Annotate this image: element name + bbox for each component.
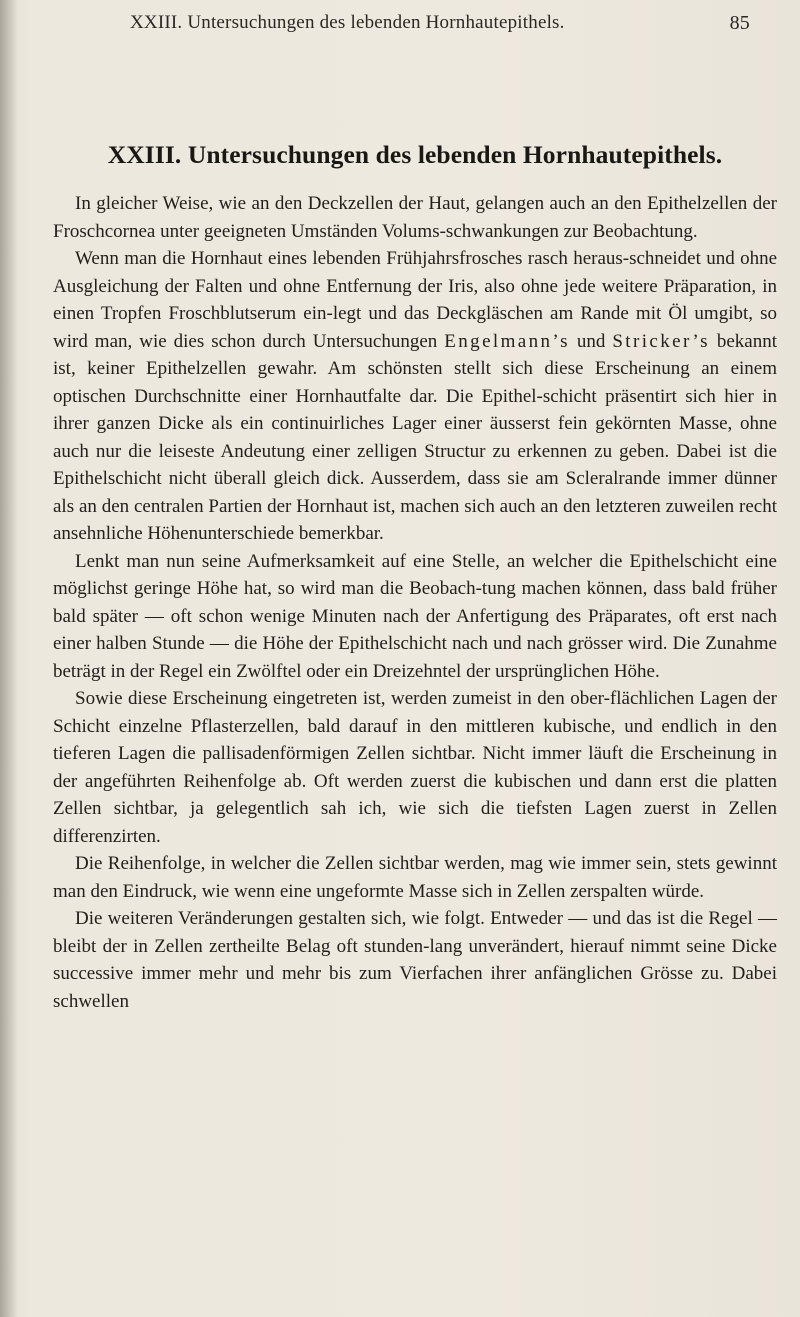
body-text	[53, 190, 777, 1015]
chapter-title: XXIII. Untersuchungen des lebenden Hornhautepithels.	[107, 140, 723, 169]
paragraph	[53, 245, 777, 548]
running-head-title: XXIII. Untersuchungen des lebenden Hornhautepithels.	[130, 12, 565, 33]
paragraph	[53, 190, 777, 245]
author-name: Engelmann’s	[444, 330, 570, 352]
paragraph-text: Die Reihenfolge, in welcher die Zellen sichtbar werden, mag wie immer sein, stets gewinnt man den Eindruck, wie wenn eine ungeformte Masse sich in Zellen zerspalten würde.	[53, 853, 777, 902]
paragraph-text: Sowie diese Erscheinung eingetreten ist, werden zumeist in den ober-flächlichen Lagen der Schicht einzelne Pflasterzellen, bald darauf in den mittleren kubische, und endlich in den tieferen Lagen die pallisadenförmigen Zellen sichtbar. Nicht immer läuft die Erscheinung in der angeführten Reihenfolge ab. Oft werden zuerst die kubischen und dann erst die platten Zellen sichtbar, ja gelegentlich sah ich, wie sich die tiefsten Lagen zuerst in Zellen differenzirten.	[53, 688, 777, 847]
paragraph-text: Wenn man die Hornhaut eines lebenden Frühjahrsfrosches rasch heraus-schneidet und ohne Ausgleichung der Falten und ohne Entfernung der Iris, also ohne jede weitere Präparation, in einen Tropfen Froschblutserum ein-legt und das Deckgläschen am Rande mit Öl umgibt, so wird man, wie dies schon durch Untersuchungen	[53, 248, 777, 352]
paragraph	[53, 905, 777, 1015]
paragraph	[53, 850, 777, 905]
spine-shadow	[0, 0, 18, 1317]
paragraph-text: In gleicher Weise, wie an den Deckzellen der Haut, gelangen auch an den Epithelzellen der Froschcornea unter geeigneten Umständen Volums-schwankungen zur Beobachtung.	[53, 193, 777, 242]
paragraph-text: bekannt ist, keiner Epithelzellen gewahr. Am schönsten stellt sich diese Erscheinung an einem optischen Durchschnitte einer Hornhautfalte dar. Die Epithel-schicht präsentirt sich hier in ihrer ganzen Dicke als ein continuirliches Lager einer äusserst fein gekörnten Masse, ohne auch nur die leiseste Andeutung einer zelligen Structur zu erkennen zu geben. Dabei ist die Epithelschicht nicht überall gleich dick. Ausserdem, dass sie am Scleralrande immer dünner als an den centralen Partien der Hornhaut ist, machen sich auch an den letzteren zuweilen recht ansehnliche Höhenunterschiede bemerkbar.	[53, 330, 777, 544]
paragraph	[53, 548, 777, 686]
author-name: Stricker’s	[612, 330, 710, 352]
paragraph-text: und	[569, 330, 613, 352]
paragraph	[53, 685, 777, 850]
paragraph-text: Die weiteren Veränderungen gestalten sich, wie folgt. Entweder — und das ist die Regel — bleibt der in Zellen zertheilte Belag oft stunden-lang unverändert, hierauf nimmt seine Dicke successive immer mehr und mehr bis zum Vierfachen ihrer anfänglichen Grösse zu. Dabei schwellen	[53, 908, 777, 1012]
page-number: 85	[729, 12, 750, 34]
paragraph-text: Lenkt man nun seine Aufmerksamkeit auf eine Stelle, an welcher die Epithelschicht eine möglichst geringe Höhe hat, so wird man die Beobach-tung machen können, dass bald früher bald später — oft schon wenige Minuten nach der Anfertigung des Präparates, oft erst nach einer halben Stunde — die Höhe der Epithelschicht nach und nach grösser wird. Die Zunahme beträgt in der Regel ein Zwölftel oder ein Dreizehntel der ursprünglichen Höhe.	[53, 550, 777, 682]
running-head	[130, 12, 750, 42]
